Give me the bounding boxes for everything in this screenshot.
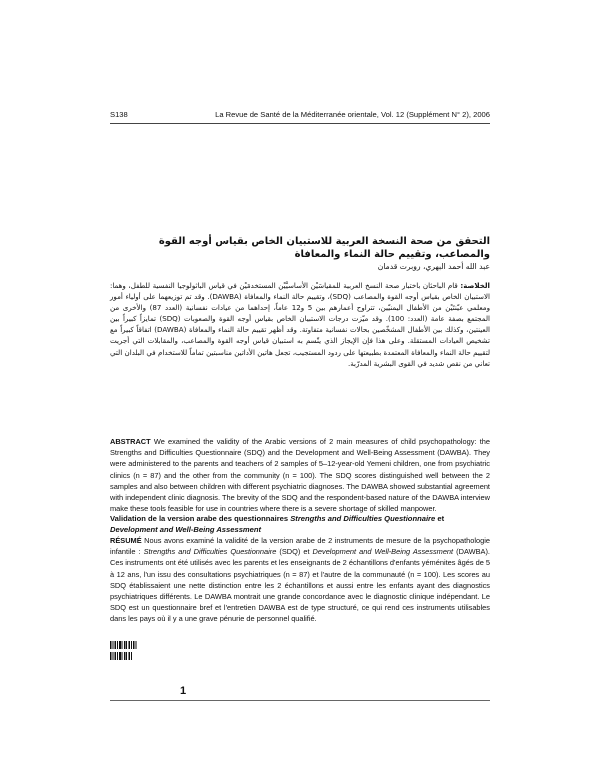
garbled-text-mark — [110, 641, 140, 663]
resume-italic2: Development and Well-Being Assessment — [312, 547, 454, 557]
page-code: S138 — [110, 110, 128, 119]
french-title-italic: Strengths and Difficulties Questionnaire — [290, 514, 436, 523]
resume-lead: RÉSUMÉ — [110, 536, 142, 545]
arabic-abstract-lead: الخلاصة: — [460, 281, 490, 290]
resume-italic1: Strengths and Difficulties Questionnaire — [143, 547, 277, 557]
abstract-lead: ABSTRACT — [110, 437, 151, 446]
journal-title: La Revue de Santé de la Méditerranée orientale, Vol. 12 (Supplément N° 2), 2006 — [215, 110, 490, 119]
french-resume — [110, 535, 490, 625]
abstract-body: We examined the validity of the Arabic versions of 2 main measures of child psychopathology: the Strengths and Difficulties Questionnaire (SDQ) and the Development and Well-Being Assessment (DAWBA). They were administered to the parents and teachers of 2 samples of 5–12-year-old Yemeni children, one from psychiatric clinics (n = 87) and the other from the community (n = 100). The SDQ scores distinguished well between the 2 samples and also between children with different psychiatric diagnoses. The DAWBA showed substantial agreement with independent clinic diagnosis. The brevity of the SDQ and the respondent-based nature of the DAWBA interview make these tools feasible for use in countries where there is a severe shortage of skilled manpower. — [110, 437, 490, 514]
french-title-italic2: Development and Well-Being Assessment — [110, 525, 262, 535]
french-title-mid: et — [437, 514, 445, 523]
arabic-authors: عبد الله أحمد البهري، روبرت قدمان — [377, 262, 490, 271]
english-abstract — [110, 436, 490, 514]
running-header — [110, 110, 490, 120]
header-rule — [110, 123, 490, 124]
resume-part2: (SDQ) et — [279, 547, 310, 557]
french-title-prefix: Validation de la version arabe des questionnaires — [110, 514, 289, 523]
resume-part1: Nous avons examiné la validité de la version arabe de 2 instruments de mesure de la psychopathologie infantile : — [110, 536, 490, 557]
footer-rule — [110, 700, 490, 701]
french-title — [110, 513, 490, 535]
page-number: 1 — [180, 685, 187, 697]
arabic-abstract-body: قام الباحثان باختبار صحة النسخ العربية للمقياسَيْن الأساسيَّيْن المستخدمَيْن في قياس الباثولوجيا النفسية للطفل، وهما: الاستبيان الخاص بقياس أوجه القوة والمصاعب (SDQ)، وتقييم حالة النماء والمعافاة (DAWBA). وقد تم توزيعهما على أولياء أمور ومعلمي عيّنتَيْن من الأطفال اليمنيّين، تتراوح أعمارهم بين 5 و12 عاماً، إحداهما من عيادات نفسانية (العدد 87) والأخرى من المجتمع بصفة عامة (العدد: 100). وقد ميّزت درجات الاستبيان الخاص بقياس أوجه القوة والصعوبات (SDQ) تمايزاً كبيراً بين العينتين، وكذلك بين الأطفال المشخّصين بحالات نفسانية متفاوتة. وقد أظهر تقييم حالة النماء والمعافاة (DAWBA) اتفاقاً كبيراً مع تشخيص العيادات المستقلة. وعلى هذا فإن الإيجاز الذي يتّسم به استبيان قياس أوجه القوة والمصاعب، والمقابلات التي أجريت لتقييم حالة النماء والمعافاة المعتمدة بطبيعتها على ردود المستجيب، تجعل هاتين الأداتين مناسبتين تماماً للاستخدام في البلدان التي تعاني من نقص شديد في القوى البشرية المدرّبة. — [110, 281, 490, 368]
garbled-mark-line-2 — [110, 652, 133, 660]
resume-part3: (DAWBA). Ces instruments ont été utilisés avec les parents et les enseignants de 2 échantillons d'enfants yéménites âgés de 5 à 12 ans, l'un issu des consultations psychiatriques (n = 87) et l'autre de la communauté (n = 100). Les scores au SDQ établissaient une nette distinction entre les 2 échantillons et aussi entre les enfants ayant des diagnostics psychiatriques différents. Le DAWBA montrait une grande concordance avec le diagnostic clinique indépendant. Le SDQ est un questionnaire bref et l'entretien DAWBA est de type structuré, ce qui rend ces instruments utilisables dans les pays où il y a une grave pénurie de personnel qualifié. — [110, 547, 490, 624]
arabic-abstract — [110, 280, 490, 369]
garbled-mark-line-1 — [110, 641, 137, 649]
arabic-title: التحقق من صحة النسخة العربية للاستبيان الخاص بقياس أوجه القوة والمصاعب، وتقييم حالة النماء والمعافاة — [158, 236, 490, 260]
